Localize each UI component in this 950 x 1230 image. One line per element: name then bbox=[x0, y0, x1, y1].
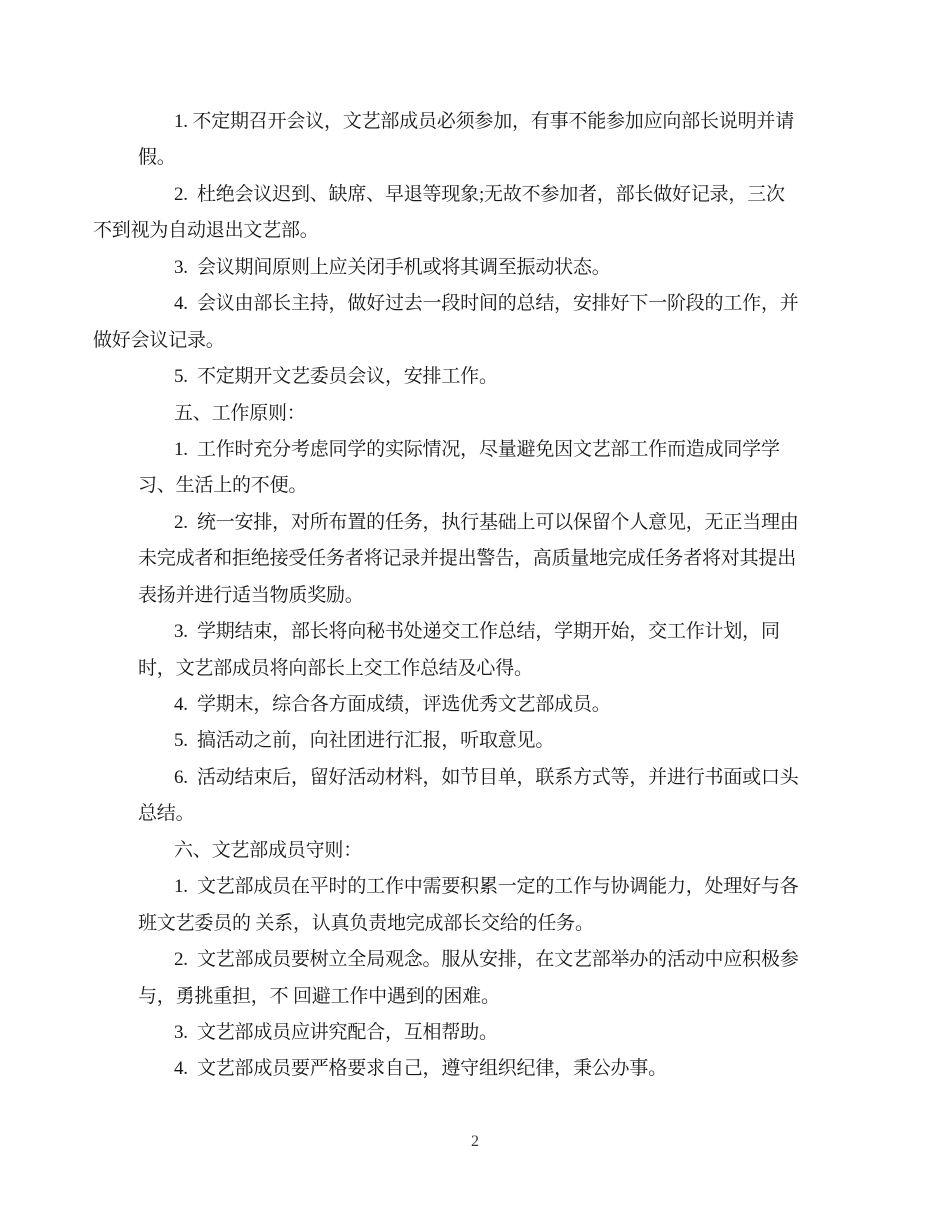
document-body bbox=[0, 104, 950, 1088]
text-line: 6. 活动结束后，留好活动材料，如节目单，联系方式等，并进行书面或口头 bbox=[174, 766, 799, 788]
text-line: 总结。 bbox=[138, 803, 195, 825]
text-line: 时，文艺部成员将向部长上交工作总结及心得。 bbox=[138, 657, 533, 679]
text-line: 1. 文艺部成员在平时的工作中需要积累一定的工作与协调能力，处理好与各 bbox=[174, 876, 799, 898]
text-line: 4. 会议由部长主持，做好过去一段时间的总结，安排好下一阶段的工作，并 bbox=[174, 293, 799, 315]
text-line: 2. 统一安排，对所布置的任务，执行基础上可以保留个人意见，无正当理由 bbox=[174, 511, 799, 533]
page-number: 2 bbox=[471, 1133, 479, 1150]
text-line: 1. 工作时充分考虑同学的实际情况，尽量避免因文艺部工作而造成同学学 bbox=[174, 438, 780, 460]
text-line: 班文艺委员的 关系，认真负责地完成部长交给的任务。 bbox=[138, 912, 594, 934]
text-line: 3. 学期结束，部长将向秘书处递交工作总结，学期开始，交工作计划，同 bbox=[174, 621, 780, 643]
text-line: 表扬并进行适当物质奖励。 bbox=[138, 584, 364, 606]
text-line: 与，勇挑重担，不 回避工作中遇到的困难。 bbox=[138, 985, 500, 1007]
text-line: 2. 文艺部成员要树立全局观念。服从安排，在文艺部举办的活动中应积极参 bbox=[174, 949, 799, 971]
text-line: 5. 搞活动之前，向社团进行汇报，听取意见。 bbox=[174, 730, 555, 752]
text-line: 五、工作原则： bbox=[174, 402, 306, 424]
text-line: 4. 文艺部成员要严格要求自己，遵守组织纪律，秉公办事。 bbox=[174, 1058, 667, 1080]
text-line: 假。 bbox=[138, 147, 176, 169]
text-line: 5. 不定期开文艺委员会议，安排工作。 bbox=[174, 366, 498, 388]
text-line: 习、生活上的不便。 bbox=[138, 475, 308, 497]
text-line: 4. 学期末，综合各方面成绩，评选优秀文艺部成员。 bbox=[174, 694, 611, 715]
text-line: 做好会议记录。 bbox=[93, 329, 225, 351]
text-line: 2. 杜绝会议迟到、缺席、早退等现象;无故不参加者，部长做好记录，三次 bbox=[174, 183, 785, 205]
text-line: 六、文艺部成员守则： bbox=[174, 839, 363, 861]
text-line: 未完成者和拒绝接受任务者将记录并提出警告，高质量地完成任务者将对其提出 bbox=[138, 548, 797, 570]
text-line: 3. 文艺部成员应讲究配合，互相帮助。 bbox=[174, 1021, 498, 1043]
text-line: 不到视为自动退出文艺部。 bbox=[93, 220, 319, 242]
text-line: 1. 不定期召开会议，文艺部成员必须参加，有事不能参加应向部长说明并请 bbox=[174, 111, 795, 132]
text-line: 3. 会议期间原则上应关闭手机或将其调至振动状态。 bbox=[174, 256, 611, 278]
